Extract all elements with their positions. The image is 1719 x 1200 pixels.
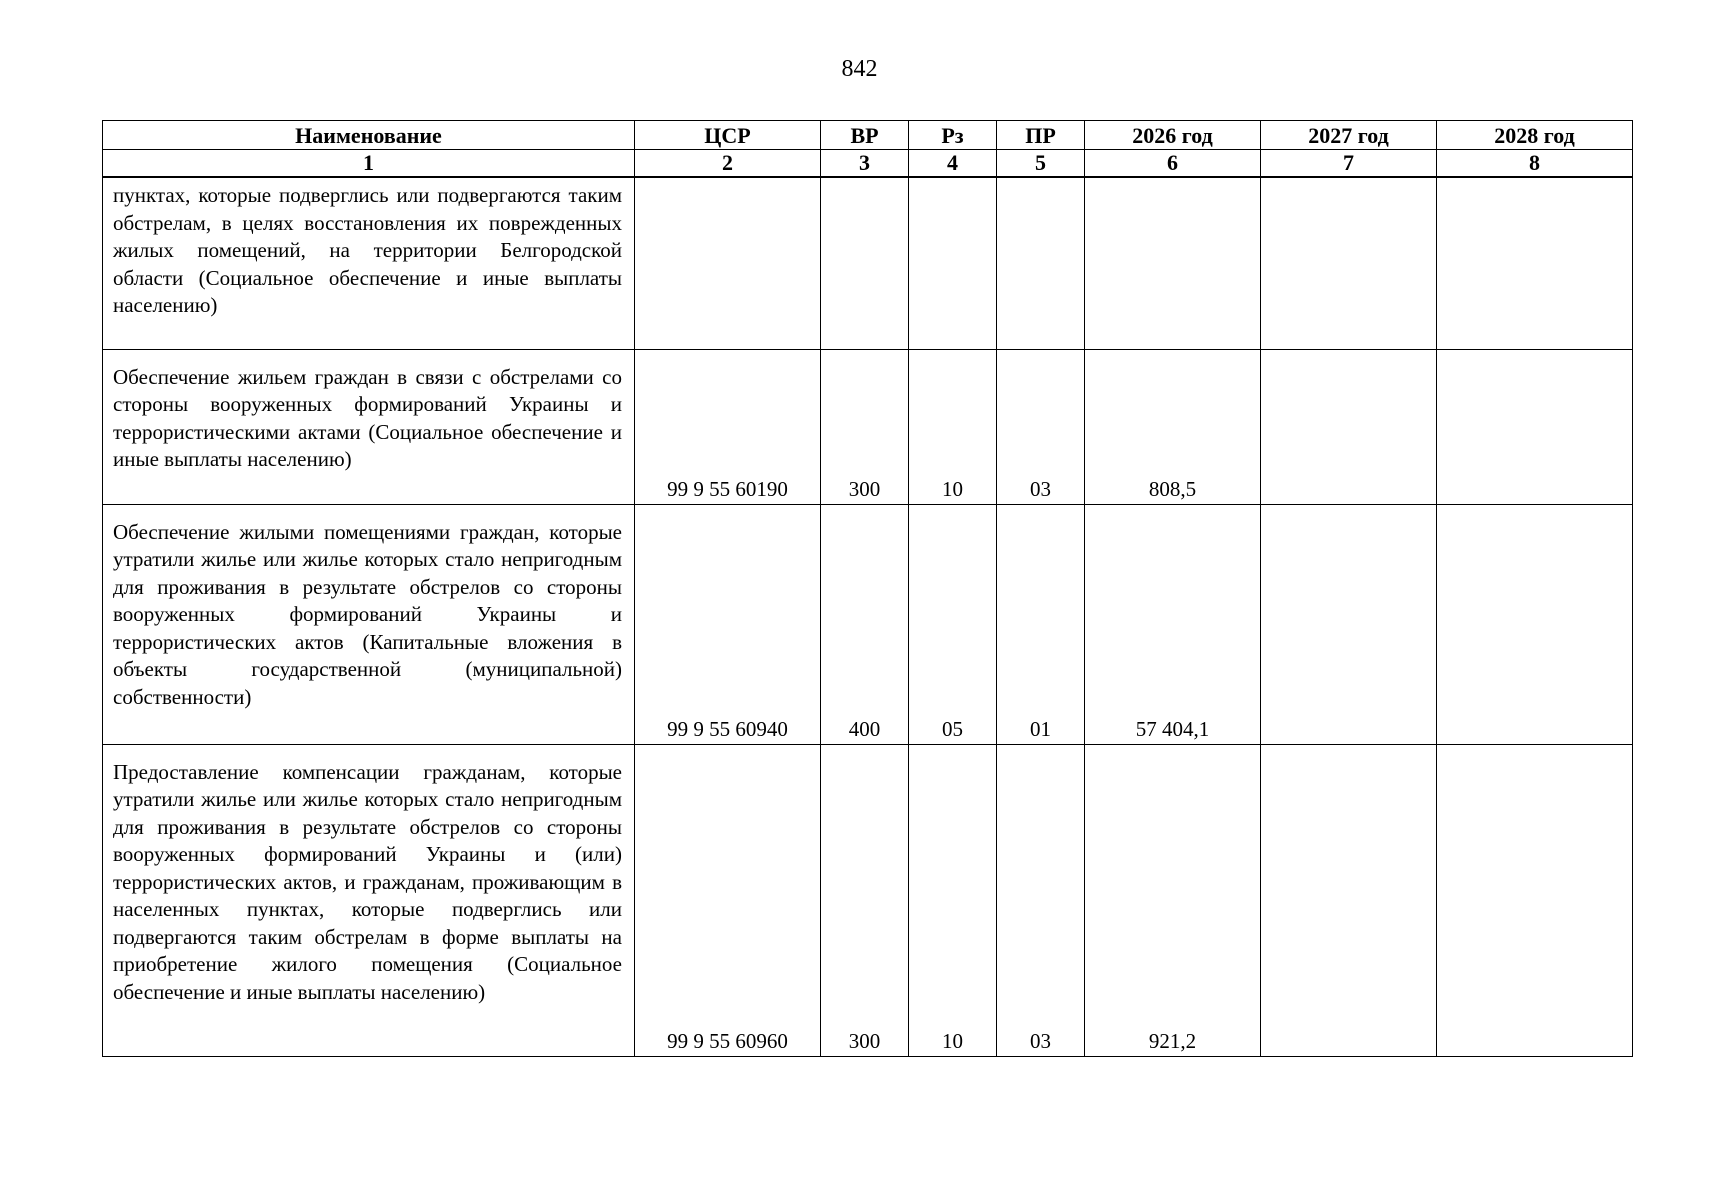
column-number: 7 xyxy=(1261,150,1437,178)
page-number: 842 xyxy=(841,56,878,82)
row-name: Обеспечение жильем граждан в связи с обстрелами со стороны вооруженных формирований Украины и террористическими актами (Социальное обеспечение и иные выплаты населению) xyxy=(113,364,622,471)
row-rz: 10 xyxy=(909,744,997,1056)
budget-table xyxy=(102,120,1633,1057)
row-name-cell xyxy=(103,744,635,1056)
table-row xyxy=(103,177,1633,349)
row-2028 xyxy=(1437,177,1633,349)
header-vr: ВР xyxy=(821,121,909,150)
table-row xyxy=(103,349,1633,504)
row-2026: 921,2 xyxy=(1085,744,1261,1056)
table-row xyxy=(103,744,1633,1056)
row-name-cell xyxy=(103,349,635,504)
row-2028 xyxy=(1437,349,1633,504)
column-number: 1 xyxy=(103,150,635,178)
header-2028: 2028 год xyxy=(1437,121,1633,150)
header-name: Наименование xyxy=(103,121,635,150)
header-2026: 2026 год xyxy=(1085,121,1261,150)
row-vr: 400 xyxy=(821,504,909,744)
row-name: пунктах, которые подверглись или подвергаются таким обстрелам, в целях восстановления их поврежденных жилых помещений, на территории Белгородской области (Социальное обеспечение и иные выплаты населению) xyxy=(113,183,622,317)
row-name: Предоставление компенсации гражданам, которые утратили жилье или жилье которых стало непригодным для проживания в результате обстрелов со стороны вооруженных формирований Украины и (или) террористических актов, и гражданам, проживающим в населенных пунктах, которые подверглись или подвергаются таким обстрелам в форме выплаты на приобретение жилого помещения (Социальное обеспечение и иные выплаты населению) xyxy=(113,759,622,1004)
column-number: 4 xyxy=(909,150,997,178)
row-pr: 03 xyxy=(997,349,1085,504)
row-name-cell xyxy=(103,504,635,744)
column-number: 6 xyxy=(1085,150,1261,178)
row-vr: 300 xyxy=(821,744,909,1056)
header-2027: 2027 год xyxy=(1261,121,1437,150)
row-2026 xyxy=(1085,177,1261,349)
row-csr: 99 9 55 60190 xyxy=(635,349,821,504)
row-pr: 01 xyxy=(997,504,1085,744)
table-row xyxy=(103,504,1633,744)
header-csr: ЦСР xyxy=(635,121,821,150)
row-pr: 03 xyxy=(997,744,1085,1056)
column-number: 5 xyxy=(997,150,1085,178)
row-name-cell xyxy=(103,177,635,349)
column-number-row xyxy=(103,150,1633,178)
row-csr: 99 9 55 60940 xyxy=(635,504,821,744)
row-csr: 99 9 55 60960 xyxy=(635,744,821,1056)
row-csr xyxy=(635,177,821,349)
row-2028 xyxy=(1437,504,1633,744)
row-name: Обеспечение жилыми помещениями граждан, которые утратили жилье или жилье которых стало непригодным для проживания в результате обстрелов со стороны вооруженных формирований Украины и террористических актов (Капитальные вложения в объекты государственной (муниципальной) собственности) xyxy=(113,519,622,709)
header-rz: Рз xyxy=(909,121,997,150)
row-vr: 300 xyxy=(821,349,909,504)
row-2027 xyxy=(1261,349,1437,504)
row-rz: 10 xyxy=(909,349,997,504)
column-number: 8 xyxy=(1437,150,1633,178)
row-2026: 57 404,1 xyxy=(1085,504,1261,744)
row-2028 xyxy=(1437,744,1633,1056)
row-pr xyxy=(997,177,1085,349)
header-pr: ПР xyxy=(997,121,1085,150)
row-rz xyxy=(909,177,997,349)
header-row xyxy=(103,121,1633,150)
row-2026: 808,5 xyxy=(1085,349,1261,504)
row-2027 xyxy=(1261,504,1437,744)
row-2027 xyxy=(1261,177,1437,349)
column-number: 3 xyxy=(821,150,909,178)
row-rz: 05 xyxy=(909,504,997,744)
column-number: 2 xyxy=(635,150,821,178)
row-vr xyxy=(821,177,909,349)
row-2027 xyxy=(1261,744,1437,1056)
